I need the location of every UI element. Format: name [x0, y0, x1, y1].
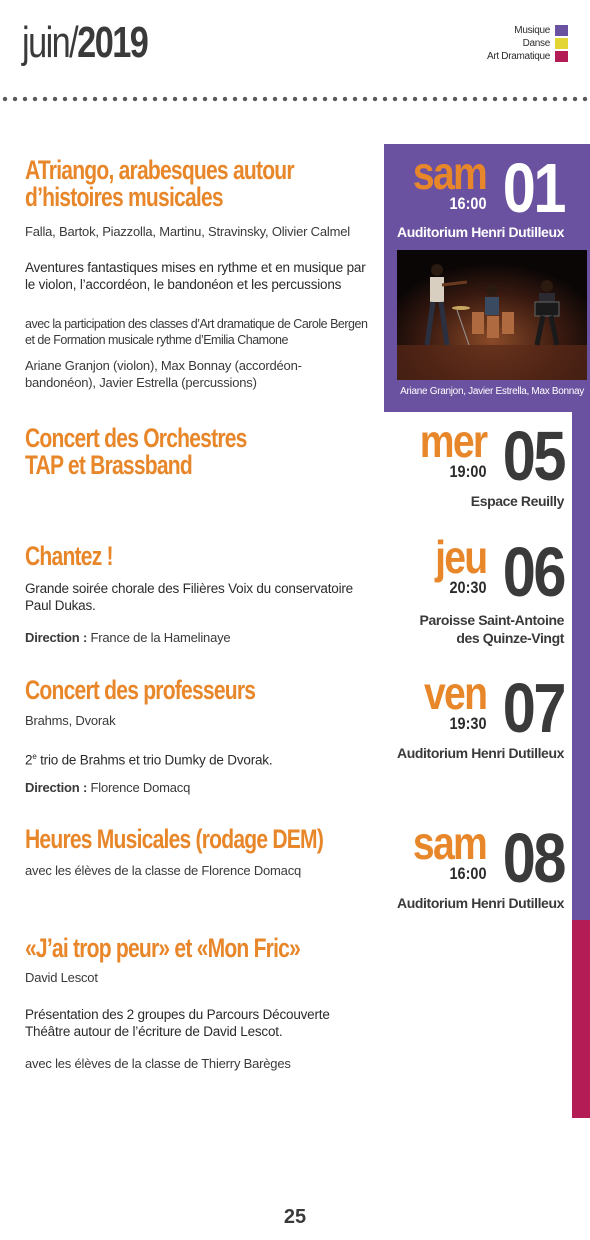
- music-category-bar: [572, 410, 590, 920]
- event-title: «J’ai trop peur» et «Mon Fric»: [25, 933, 301, 963]
- musique-swatch: [555, 25, 568, 36]
- event-time: 16:00: [449, 864, 487, 883]
- event-title: Concert des Orchestres TAP et Brassband: [25, 423, 247, 480]
- event-date: [413, 667, 564, 747]
- weekday: mer: [419, 415, 487, 467]
- event-performers: Ariane Granjon (violon), Max Bonnay (accordéon-bandonéon), Javier Estrella (percussions): [25, 358, 302, 390]
- event-venue: Paroisse Saint-Antoine des Quinze-Vingt: [419, 612, 564, 646]
- legend-item-art-dramatique: Art Dramatique: [487, 50, 568, 62]
- event-participation: avec les élèves de la classe de Thierry Barèges: [25, 1056, 291, 1071]
- event-title: Chantez !: [25, 541, 113, 571]
- month-label: juin/: [22, 18, 78, 67]
- weekday: sam: [412, 147, 487, 199]
- event-title: ATriango, arabesques autour d’histoires musicales: [25, 155, 294, 212]
- day-number: 07: [502, 669, 564, 747]
- weekday: sam: [412, 817, 487, 869]
- day-number: 05: [502, 417, 564, 495]
- event-venue: Auditorium Henri Dutilleux: [397, 745, 564, 761]
- performers-photo: [397, 250, 587, 380]
- photo-caption: Ariane Granjon, Javier Estrella, Max Bonnay: [400, 386, 584, 397]
- event-time: 20:30: [449, 578, 487, 597]
- event-time: 19:00: [449, 462, 487, 481]
- event-time: 19:30: [449, 714, 487, 733]
- event-date: [426, 531, 564, 611]
- art-dramatique-swatch: [555, 51, 568, 62]
- event-direction: Direction : Florence Domacq: [25, 780, 191, 795]
- event-participation: avec la participation des classes d’Art dramatique de Carole Bergen et de Formation musicale rythme d’Emilia Chamone: [25, 317, 368, 347]
- event-description: Présentation des 2 groupes du Parcours Découverte Théâtre autour de l’écriture de David Lescot.: [25, 1007, 330, 1039]
- event-title: Concert des professeurs: [25, 675, 256, 705]
- event-description: Grande soirée chorale des Filières Voix du conservatoire Paul Dukas.: [25, 581, 353, 613]
- event-venue: Auditorium Henri Dutilleux: [397, 895, 564, 911]
- event-venue: Espace Reuilly: [470, 493, 564, 509]
- day-number: 08: [502, 819, 564, 897]
- dotted-divider: [0, 96, 590, 102]
- theatre-category-bar: [572, 920, 590, 1118]
- event-author: David Lescot: [25, 970, 98, 985]
- photo-image: [397, 250, 587, 380]
- year-label: 2019: [77, 18, 148, 67]
- page-title: [22, 18, 147, 68]
- event-title: Heures Musicales (rodage DEM): [25, 824, 324, 854]
- event-time: 16:00: [449, 194, 487, 213]
- legend-item-musique: Musique: [487, 24, 568, 36]
- event-composers: Brahms, Dvorak: [25, 713, 116, 728]
- legend-item-danse: Danse: [487, 37, 568, 49]
- event-participation: avec les élèves de la classe de Florence Domacq: [25, 863, 302, 878]
- day-number: 06: [502, 533, 564, 611]
- event-date: [400, 817, 564, 897]
- weekday: ven: [423, 667, 487, 719]
- category-legend: [487, 24, 568, 63]
- event-direction: Direction : France de la Hamelinaye: [25, 630, 231, 645]
- danse-swatch: [555, 38, 568, 49]
- event-description: 2e trio de Brahms et trio Dumky de Dvorak.: [25, 752, 273, 768]
- event-description: Aventures fantastiques mises en rythme et en musique par le violon, l’accordéon, le bandonéon et les percussions: [25, 260, 366, 292]
- page-number: 25: [283, 1206, 307, 1228]
- event-date: [400, 147, 564, 227]
- day-number: 01: [502, 149, 564, 227]
- event-composers: Falla, Bartok, Piazzolla, Martinu, Stravinsky, Olivier Calmel: [25, 224, 350, 239]
- event-date: [408, 415, 564, 495]
- weekday: jeu: [434, 531, 487, 583]
- event-venue: Auditorium Henri Dutilleux: [397, 224, 564, 240]
